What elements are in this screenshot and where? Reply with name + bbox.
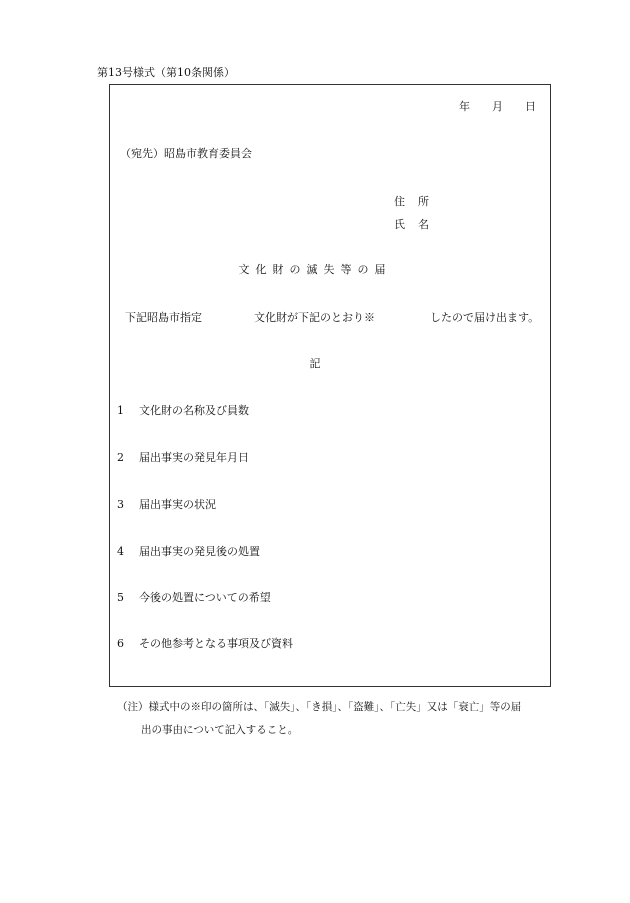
- date-year-label: 年: [459, 100, 470, 113]
- item-label: その他参考となる事項及び資料: [139, 637, 293, 650]
- list-item: [117, 498, 216, 512]
- item-label: 届出事実の状況: [139, 498, 216, 511]
- date-month-label: 月: [492, 100, 503, 113]
- record-heading: 記: [309, 357, 321, 370]
- list-item: [117, 591, 271, 605]
- list-item: [117, 451, 249, 465]
- item-number: 5: [117, 591, 124, 604]
- body-text-part3: したので届け出ます。: [430, 311, 540, 324]
- list-item: [117, 637, 293, 651]
- item-label: 届出事実の発見年月日: [139, 451, 249, 464]
- date-day-label: 日: [525, 100, 536, 113]
- item-number: 6: [117, 637, 124, 650]
- form-label: 第13号様式（第10条関係）: [97, 66, 235, 79]
- notice-title: [0, 263, 630, 277]
- list-item: [117, 545, 260, 559]
- name-label: 氏 名: [394, 218, 430, 231]
- address-label: 住 所: [394, 195, 430, 208]
- addressee: （宛先）昭島市教育委員会: [120, 147, 252, 160]
- body-text-part2: 文化財が下記のとおり※: [254, 311, 375, 324]
- item-label: 届出事実の発見後の処置: [139, 545, 260, 558]
- item-number: 3: [117, 498, 124, 511]
- item-number: 1: [117, 404, 124, 417]
- date-line: [0, 100, 536, 114]
- item-label: 文化財の名称及び員数: [139, 404, 249, 417]
- body-text-part1: 下記昭島市指定: [125, 311, 202, 324]
- notice-title-text: 文化財の滅失等の届: [238, 263, 392, 276]
- note-text-line1: （注）様式中の※印の箇所は、「滅失」、「き損」、「盗難」、「亡失」又は「衰亡」等の届: [117, 701, 522, 713]
- item-label: 今後の処置についての希望: [139, 591, 271, 604]
- note-text-line2: 出の事由について記入すること。: [141, 724, 299, 736]
- item-number: 4: [117, 545, 124, 558]
- list-item: [117, 404, 249, 418]
- item-number: 2: [117, 451, 124, 464]
